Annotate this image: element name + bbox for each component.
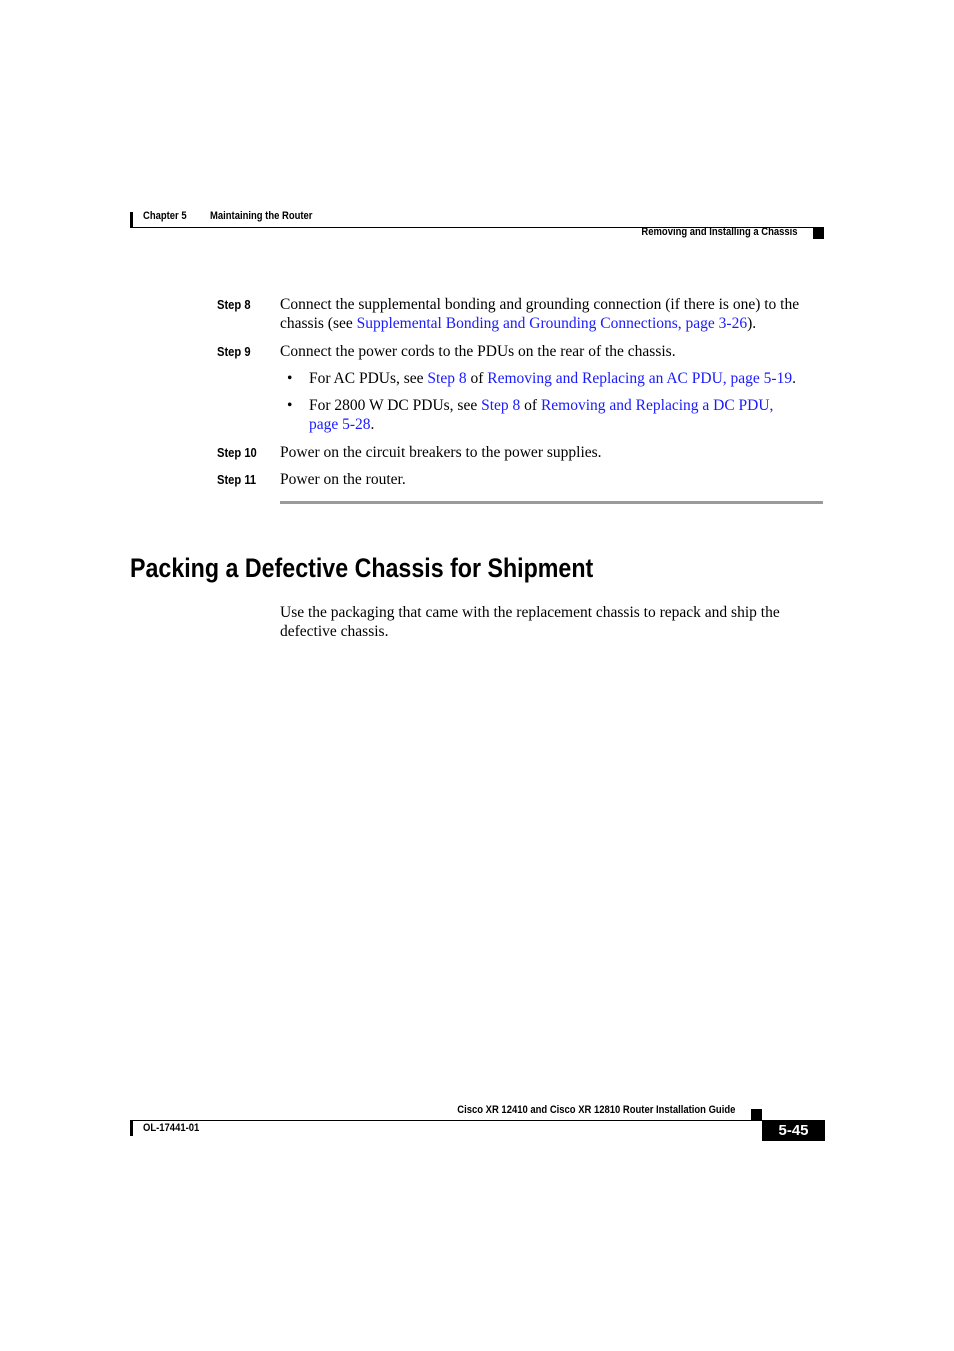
bullet-ac-marker: • (287, 370, 293, 387)
link-supplemental-bonding[interactable]: Supplemental Bonding and Grounding Connections, page 3-26 (356, 315, 748, 332)
step-8-label: Step 8 (217, 297, 251, 312)
section-body-line-1: Use the packaging that came with the replacement chassis to repack and ship the (280, 604, 780, 621)
step-8-text (280, 295, 825, 333)
section-heading-wrap (130, 553, 669, 584)
bullet-dc-prefix: For 2800 W DC PDUs, see (309, 397, 482, 414)
step-11-label: Step 11 (217, 472, 257, 487)
bullet-dc-marker: • (287, 397, 293, 414)
procedure-end-rule (280, 501, 823, 504)
bullet-ac-mid: of (466, 370, 488, 387)
bullet-ac-suffix: . (792, 370, 796, 387)
footer-rule (130, 1120, 762, 1121)
bullet-dc-suffix: . (370, 416, 375, 433)
bullet-dc-mid: of (520, 397, 541, 414)
link-dc-step-8[interactable]: Step 8 (481, 397, 521, 414)
step-8-text-before: Connect the supplemental bonding and grounding connection (if there is one) to the chassis (see (280, 296, 800, 332)
section-body-line-2: defective chassis. (280, 623, 389, 640)
bullet-ac-prefix: For AC PDUs, see (309, 370, 428, 387)
link-removing-ac-pdu[interactable]: Removing and Replacing an AC PDU, page 5-19 (487, 370, 793, 387)
header-chapter-title: Maintaining the Router (210, 210, 313, 222)
footer-left-bar (130, 1121, 133, 1136)
link-removing-dc-pdu[interactable]: Removing and Replacing a DC PDU, (540, 397, 774, 414)
footer-right-block (751, 1109, 762, 1120)
header-right-block (813, 228, 824, 239)
header-left-bar (130, 212, 133, 227)
section-title: Packing a Defective Chassis for Shipment (130, 553, 594, 583)
bullet-ac-pdu (309, 369, 796, 388)
header-section: Removing and Installing a Chassis (641, 226, 798, 238)
step-8-text-after: ). (747, 315, 757, 332)
section-body (280, 603, 780, 641)
step-11-text: Power on the router. (280, 471, 406, 488)
header-chapter: Chapter 5 (143, 210, 187, 222)
footer-page-box (762, 1120, 825, 1141)
bullet-dc-pdu (309, 396, 824, 434)
footer-page-number: 5-45 (778, 1122, 809, 1139)
link-dc-page[interactable]: page 5-28 (309, 416, 371, 433)
link-ac-step-8[interactable]: Step 8 (427, 370, 467, 387)
step-10-label: Step 10 (217, 445, 257, 460)
step-9-text: Connect the power cords to the PDUs on the rear of the chassis. (280, 343, 676, 360)
footer-doc-number: OL-17441-01 (143, 1122, 200, 1134)
step-9-label: Step 9 (217, 344, 251, 359)
footer-guide-title: Cisco XR 12410 and Cisco XR 12810 Router Installation Guide (456, 1104, 735, 1116)
step-10-text: Power on the circuit breakers to the power supplies. (280, 444, 602, 461)
